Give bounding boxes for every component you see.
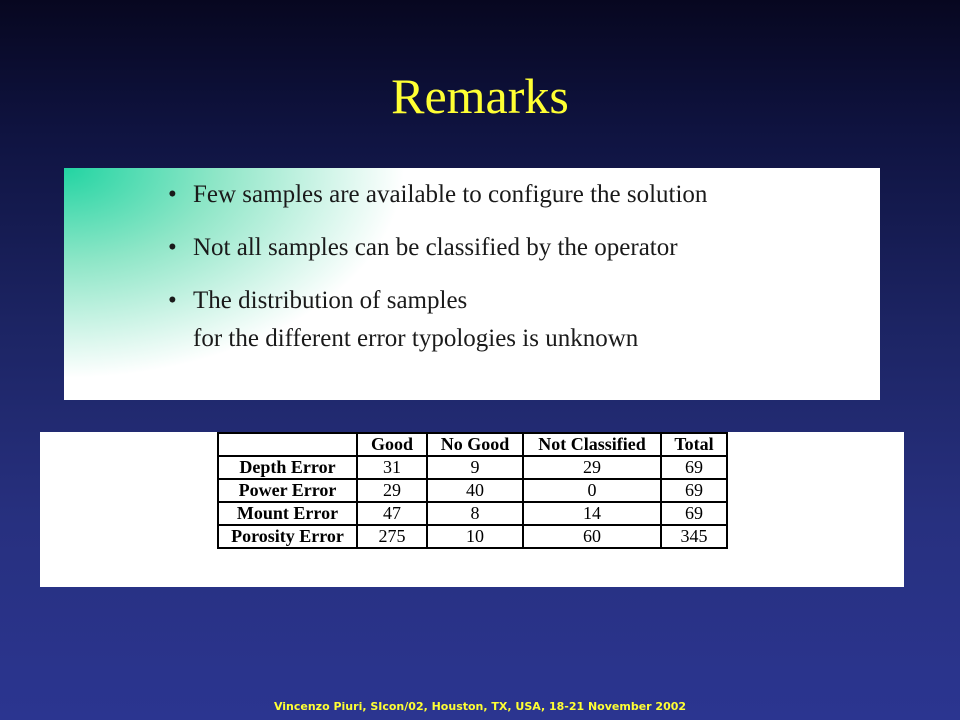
table-row: [218, 502, 727, 525]
cell-not-classified: 60: [523, 525, 661, 548]
cell-good: 29: [357, 479, 427, 502]
row-label: Porosity Error: [218, 525, 357, 548]
cell-not-classified: 14: [523, 502, 661, 525]
header-good: Good: [357, 433, 427, 456]
bullet-item: [168, 282, 707, 358]
cell-total: 69: [661, 456, 727, 479]
table-row: [218, 525, 727, 548]
table-panel: [40, 432, 904, 587]
cell-good: 275: [357, 525, 427, 548]
cell-no-good: 9: [427, 456, 523, 479]
cell-no-good: 40: [427, 479, 523, 502]
row-label: Power Error: [218, 479, 357, 502]
row-label: Depth Error: [218, 456, 357, 479]
footer-credit: Vincenzo Piuri, SIcon/02, Houston, TX, USA, 18-21 November 2002: [273, 700, 687, 713]
header-no-good: No Good: [427, 433, 523, 456]
table-row: [218, 456, 727, 479]
cell-no-good: 8: [427, 502, 523, 525]
cell-not-classified: 0: [523, 479, 661, 502]
bullet-text-continuation: for the different error typologies is unknown: [193, 325, 639, 352]
bullet-item: [168, 176, 707, 214]
header-total: Total: [661, 433, 727, 456]
bullet-text: Not all samples can be classified by the operator: [193, 234, 678, 261]
bullet-dot-icon: •: [168, 181, 177, 208]
table-header-row: [218, 433, 727, 456]
cell-good: 47: [357, 502, 427, 525]
row-label: Mount Error: [218, 502, 357, 525]
cell-total: 345: [661, 525, 727, 548]
cell-good: 31: [357, 456, 427, 479]
bullet-text: The distribution of samples: [193, 287, 468, 314]
cell-total: 69: [661, 502, 727, 525]
bullet-item: [168, 229, 707, 267]
bullet-dot-icon: •: [168, 234, 177, 261]
slide-title: Remarks: [391, 68, 569, 124]
error-table: [217, 432, 728, 549]
cell-not-classified: 29: [523, 456, 661, 479]
header-blank: [218, 433, 357, 456]
bullet-text: Few samples are available to configure the solution: [193, 181, 708, 208]
cell-no-good: 10: [427, 525, 523, 548]
bullet-dot-icon: •: [168, 287, 177, 314]
bullet-panel: [64, 168, 880, 400]
table-row: [218, 479, 727, 502]
bullet-list: [168, 176, 707, 373]
cell-total: 69: [661, 479, 727, 502]
header-not-classified: Not Classified: [523, 433, 661, 456]
